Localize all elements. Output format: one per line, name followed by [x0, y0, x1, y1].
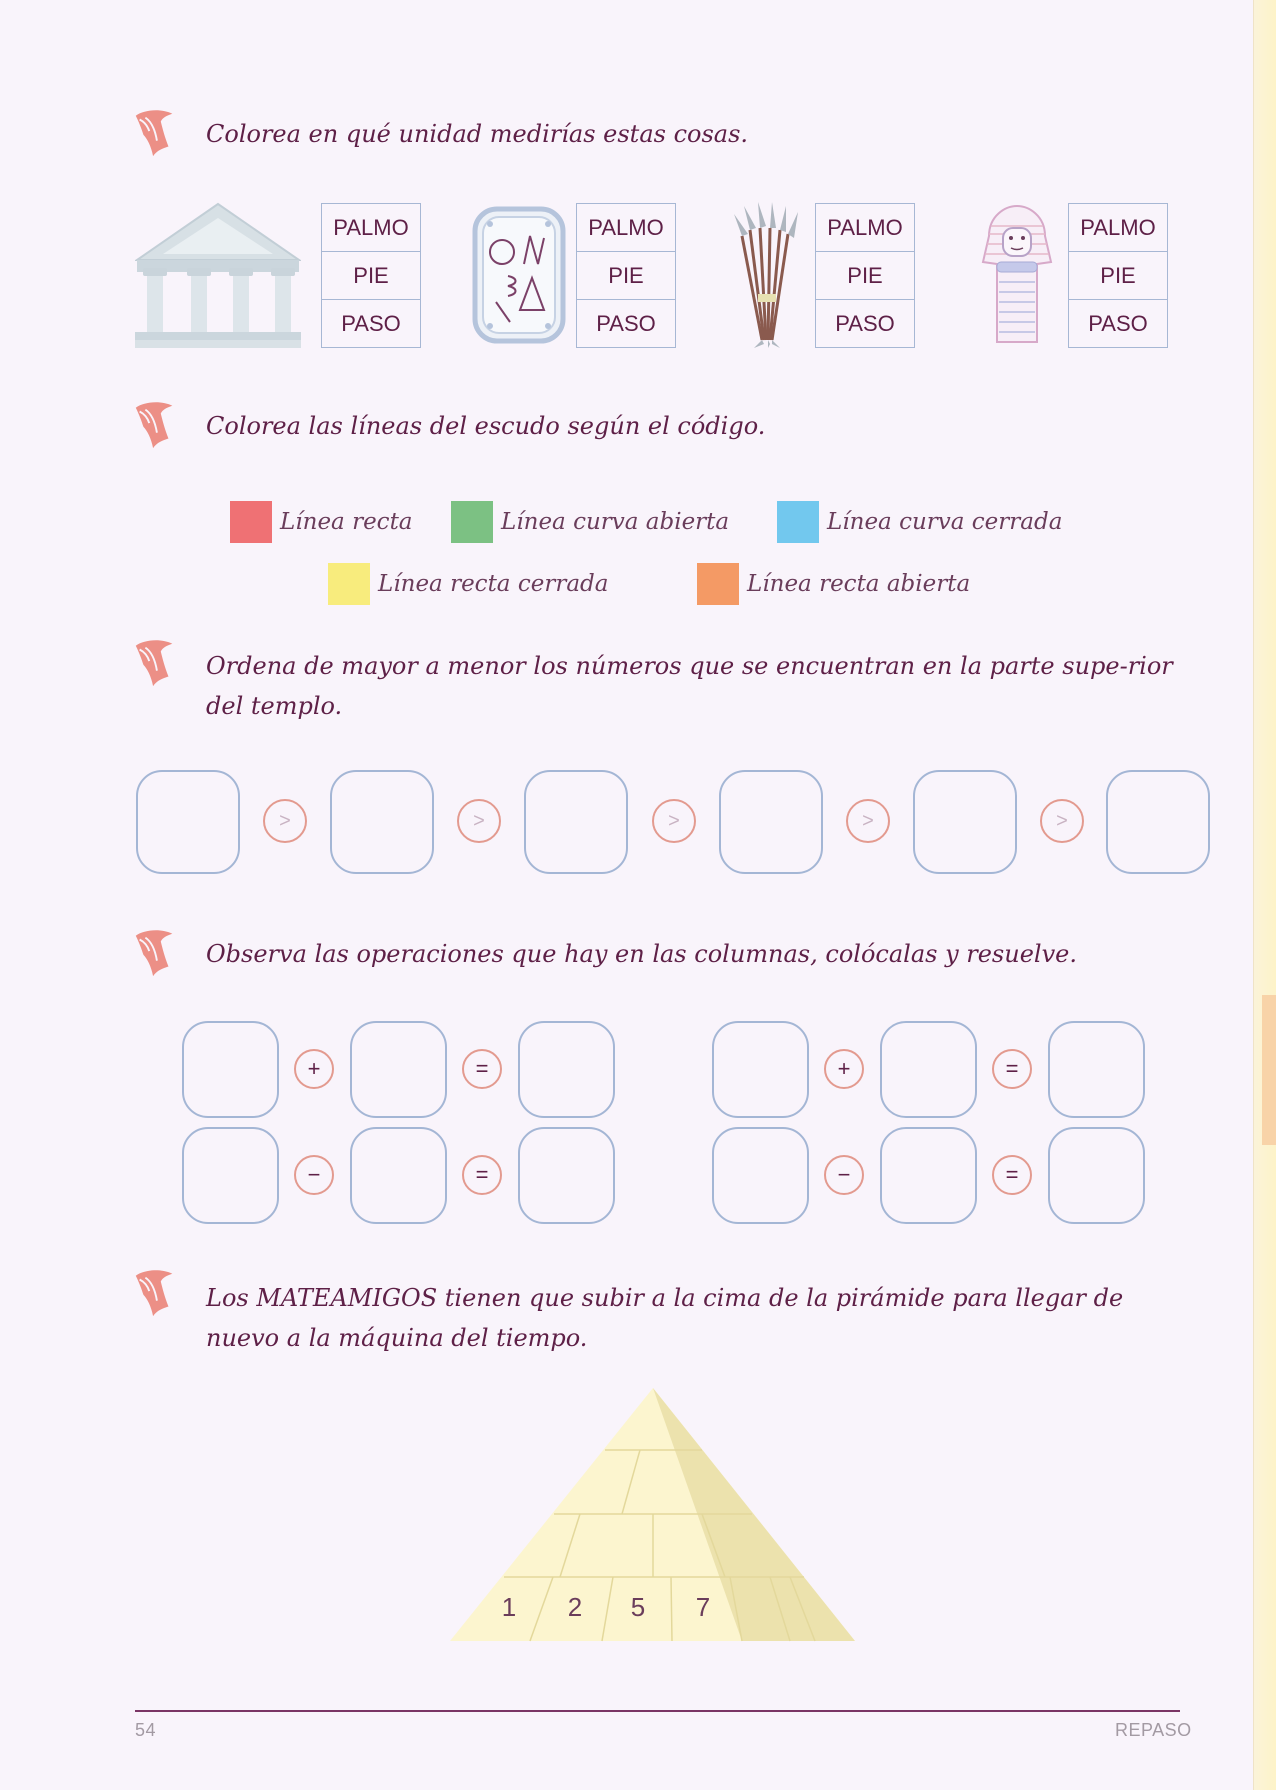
pharaoh-sarcophagus-icon: [975, 202, 1059, 348]
footer-divider: [135, 1710, 1180, 1712]
option-paso[interactable]: PASO: [341, 311, 401, 336]
option-pie[interactable]: PIE: [1069, 252, 1167, 300]
result-box[interactable]: [518, 1127, 615, 1224]
arrows-bundle-icon: [730, 200, 804, 348]
order-box-5[interactable]: [913, 770, 1017, 874]
pyramid-number: 7: [695, 1592, 711, 1622]
instruction-q1: Colorea en qué unidad medirías estas cosas.: [206, 120, 749, 148]
section-label: REPASO: [1115, 1720, 1192, 1740]
page-edge-tab: [1262, 995, 1276, 1145]
instruction-q5: Los MATEAMIGOS tienen que subir a la cima de la pirámide para llegar de nuevo a la máquina del tiempo.: [206, 1284, 1124, 1352]
greater-than-symbol: >: [457, 799, 501, 843]
page-edge: [1253, 0, 1276, 1790]
option-pie[interactable]: PIE: [577, 252, 675, 300]
option-palmo[interactable]: PALMO: [1069, 204, 1167, 252]
temple-icon: [135, 202, 301, 348]
legend-label: Línea recta cerrada: [378, 571, 609, 597]
minus-symbol: −: [824, 1155, 864, 1195]
result-box[interactable]: [1048, 1021, 1145, 1118]
equals-symbol: =: [992, 1155, 1032, 1195]
plus-symbol: +: [824, 1049, 864, 1089]
helmet-bullet-icon: [133, 400, 177, 450]
legend-swatch-yellow: [328, 563, 370, 605]
operation-box[interactable]: [182, 1021, 279, 1118]
measure-table-3: [815, 203, 915, 348]
legend-swatch-red: [230, 501, 272, 543]
option-pie[interactable]: PIE: [816, 252, 914, 300]
operation-box[interactable]: [182, 1127, 279, 1224]
option-paso[interactable]: PASO: [1088, 311, 1148, 336]
option-palmo[interactable]: PALMO: [577, 204, 675, 252]
plus-symbol: +: [294, 1049, 334, 1089]
option-paso[interactable]: PASO: [835, 311, 895, 336]
pyramid-number: 5: [630, 1592, 646, 1622]
order-box-6[interactable]: [1106, 770, 1210, 874]
equals-symbol: =: [992, 1049, 1032, 1089]
shield-icon: [472, 206, 566, 344]
legend-swatch-blue: [777, 501, 819, 543]
instruction-q4: Observa las operaciones que hay en las columnas, colócalas y resuelve.: [206, 940, 1077, 968]
legend-label: Línea recta abierta: [747, 571, 971, 597]
helmet-bullet-icon: [133, 638, 177, 688]
equals-symbol: =: [462, 1155, 502, 1195]
equals-symbol: =: [462, 1049, 502, 1089]
measure-table-4: [1068, 203, 1168, 348]
legend-label: Línea recta: [280, 509, 413, 535]
option-palmo[interactable]: PALMO: [816, 204, 914, 252]
operation-box[interactable]: [712, 1021, 809, 1118]
result-box[interactable]: [518, 1021, 615, 1118]
operation-box[interactable]: [350, 1127, 447, 1224]
instruction-q2: Colorea las líneas del escudo según el código.: [206, 412, 766, 440]
option-paso[interactable]: PASO: [596, 311, 656, 336]
operation-box[interactable]: [880, 1021, 977, 1118]
pyramid-number: 1: [501, 1592, 517, 1622]
order-box-4[interactable]: [719, 770, 823, 874]
operation-box[interactable]: [350, 1021, 447, 1118]
order-box-3[interactable]: [524, 770, 628, 874]
greater-than-symbol: >: [1040, 799, 1084, 843]
legend-label: Línea curva cerrada: [827, 509, 1063, 535]
operation-box[interactable]: [712, 1127, 809, 1224]
pyramid-number: 2: [567, 1592, 583, 1622]
legend-swatch-orange: [697, 563, 739, 605]
helmet-bullet-icon: [133, 1268, 177, 1318]
measure-table-1: [321, 203, 421, 348]
operation-box[interactable]: [880, 1127, 977, 1224]
order-box-2[interactable]: [330, 770, 434, 874]
option-palmo[interactable]: PALMO: [322, 204, 420, 252]
greater-than-symbol: >: [263, 799, 307, 843]
legend-label: Línea curva abierta: [501, 509, 730, 535]
option-pie[interactable]: PIE: [322, 252, 420, 300]
order-box-1[interactable]: [136, 770, 240, 874]
result-box[interactable]: [1048, 1127, 1145, 1224]
greater-than-symbol: >: [652, 799, 696, 843]
minus-symbol: −: [294, 1155, 334, 1195]
helmet-bullet-icon: [133, 108, 177, 158]
legend-swatch-green: [451, 501, 493, 543]
page-number: 54: [135, 1720, 157, 1740]
helmet-bullet-icon: [133, 928, 177, 978]
greater-than-symbol: >: [846, 799, 890, 843]
instruction-q3: Ordena de mayor a menor los números que se encuentran en la parte supe-rior del templo.: [206, 652, 1173, 720]
measure-table-2: [576, 203, 676, 348]
